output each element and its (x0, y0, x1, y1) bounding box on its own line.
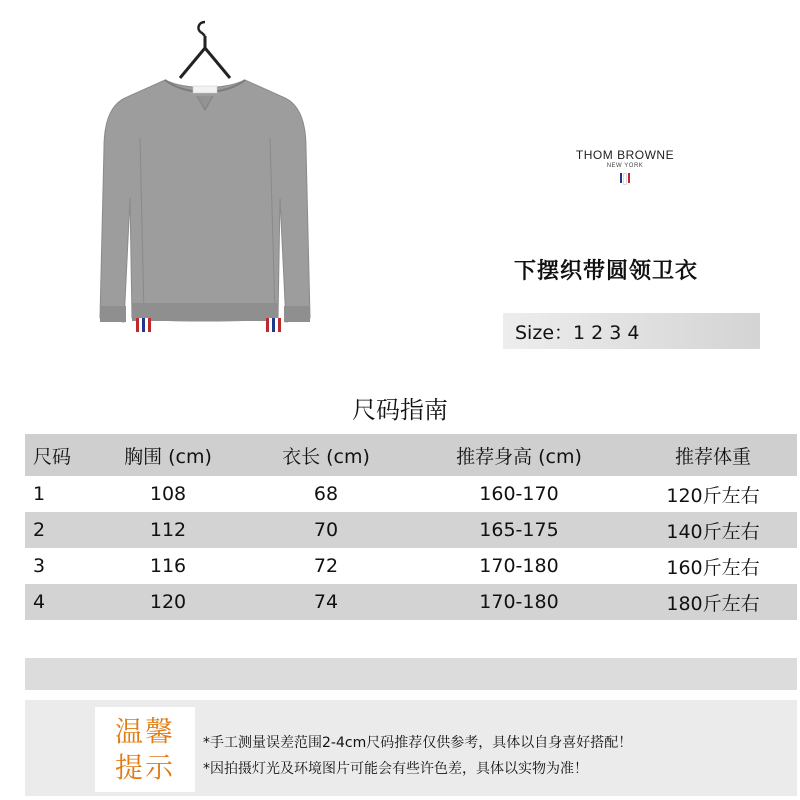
table-header-row (25, 434, 797, 476)
cell-size: 4 (33, 591, 46, 613)
cell-size: 2 (33, 519, 46, 541)
header-height: 推荐身高 (cm) (456, 445, 582, 468)
product-title: 下摆织带圆领卫衣 (514, 259, 699, 284)
tips-badge-line2: 提示 (114, 750, 175, 784)
tricolor-stripe-icon (560, 173, 690, 185)
tips-box (25, 700, 797, 796)
brand-logo (560, 148, 690, 185)
cell-chest: 108 (149, 483, 187, 505)
hanger-icon (180, 22, 230, 78)
header-size: 尺码 (33, 445, 72, 468)
cell-length: 74 (313, 591, 339, 613)
tip-line-1: *手工测量误差范围2-4cm尺码推荐仅供参考，具体以自身喜好搭配！ (203, 735, 633, 751)
brand-name: THOM BROWNE (575, 148, 675, 162)
table-row (25, 476, 797, 512)
cell-height: 165-175 (479, 519, 559, 541)
tips-badge-line1: 温馨 (114, 714, 175, 748)
table-row (25, 584, 797, 620)
cell-chest: 120 (149, 591, 187, 613)
cell-length: 70 (313, 519, 339, 541)
cell-size: 3 (33, 555, 46, 577)
size-table (25, 434, 797, 620)
cell-length: 68 (313, 483, 339, 505)
table-row (25, 512, 797, 548)
size-options (503, 313, 760, 349)
stripe-tab-left (136, 318, 151, 332)
cell-height: 170-180 (479, 591, 559, 613)
cell-weight: 180斤左右 (666, 592, 760, 615)
cell-weight: 120斤左右 (666, 484, 760, 507)
cell-weight: 160斤左右 (666, 556, 760, 579)
divider-band (25, 658, 797, 690)
brand-subtitle: NEW YORK (606, 163, 644, 169)
cell-chest: 116 (149, 555, 187, 577)
stripe-tab-right (266, 318, 281, 332)
size-label: Size：1 2 3 4 (515, 322, 640, 344)
tips-badge (95, 707, 195, 792)
table-row (25, 548, 797, 584)
size-guide-title: 尺码指南 (352, 396, 448, 424)
cell-length: 72 (313, 555, 339, 577)
cell-height: 170-180 (479, 555, 559, 577)
header-weight: 推荐体重 (674, 445, 751, 468)
cell-chest: 112 (149, 519, 187, 541)
cell-size: 1 (33, 483, 46, 505)
header-length: 衣长 (cm) (282, 445, 370, 468)
header-chest: 胸围 (cm) (124, 445, 212, 468)
tip-line-2: *因拍摄灯光及环境图片可能会有些许色差，具体以实物为准！ (203, 761, 588, 777)
product-photo (70, 18, 340, 348)
cell-height: 160-170 (479, 483, 559, 505)
cell-weight: 140斤左右 (666, 520, 760, 543)
tips-text (203, 730, 632, 782)
